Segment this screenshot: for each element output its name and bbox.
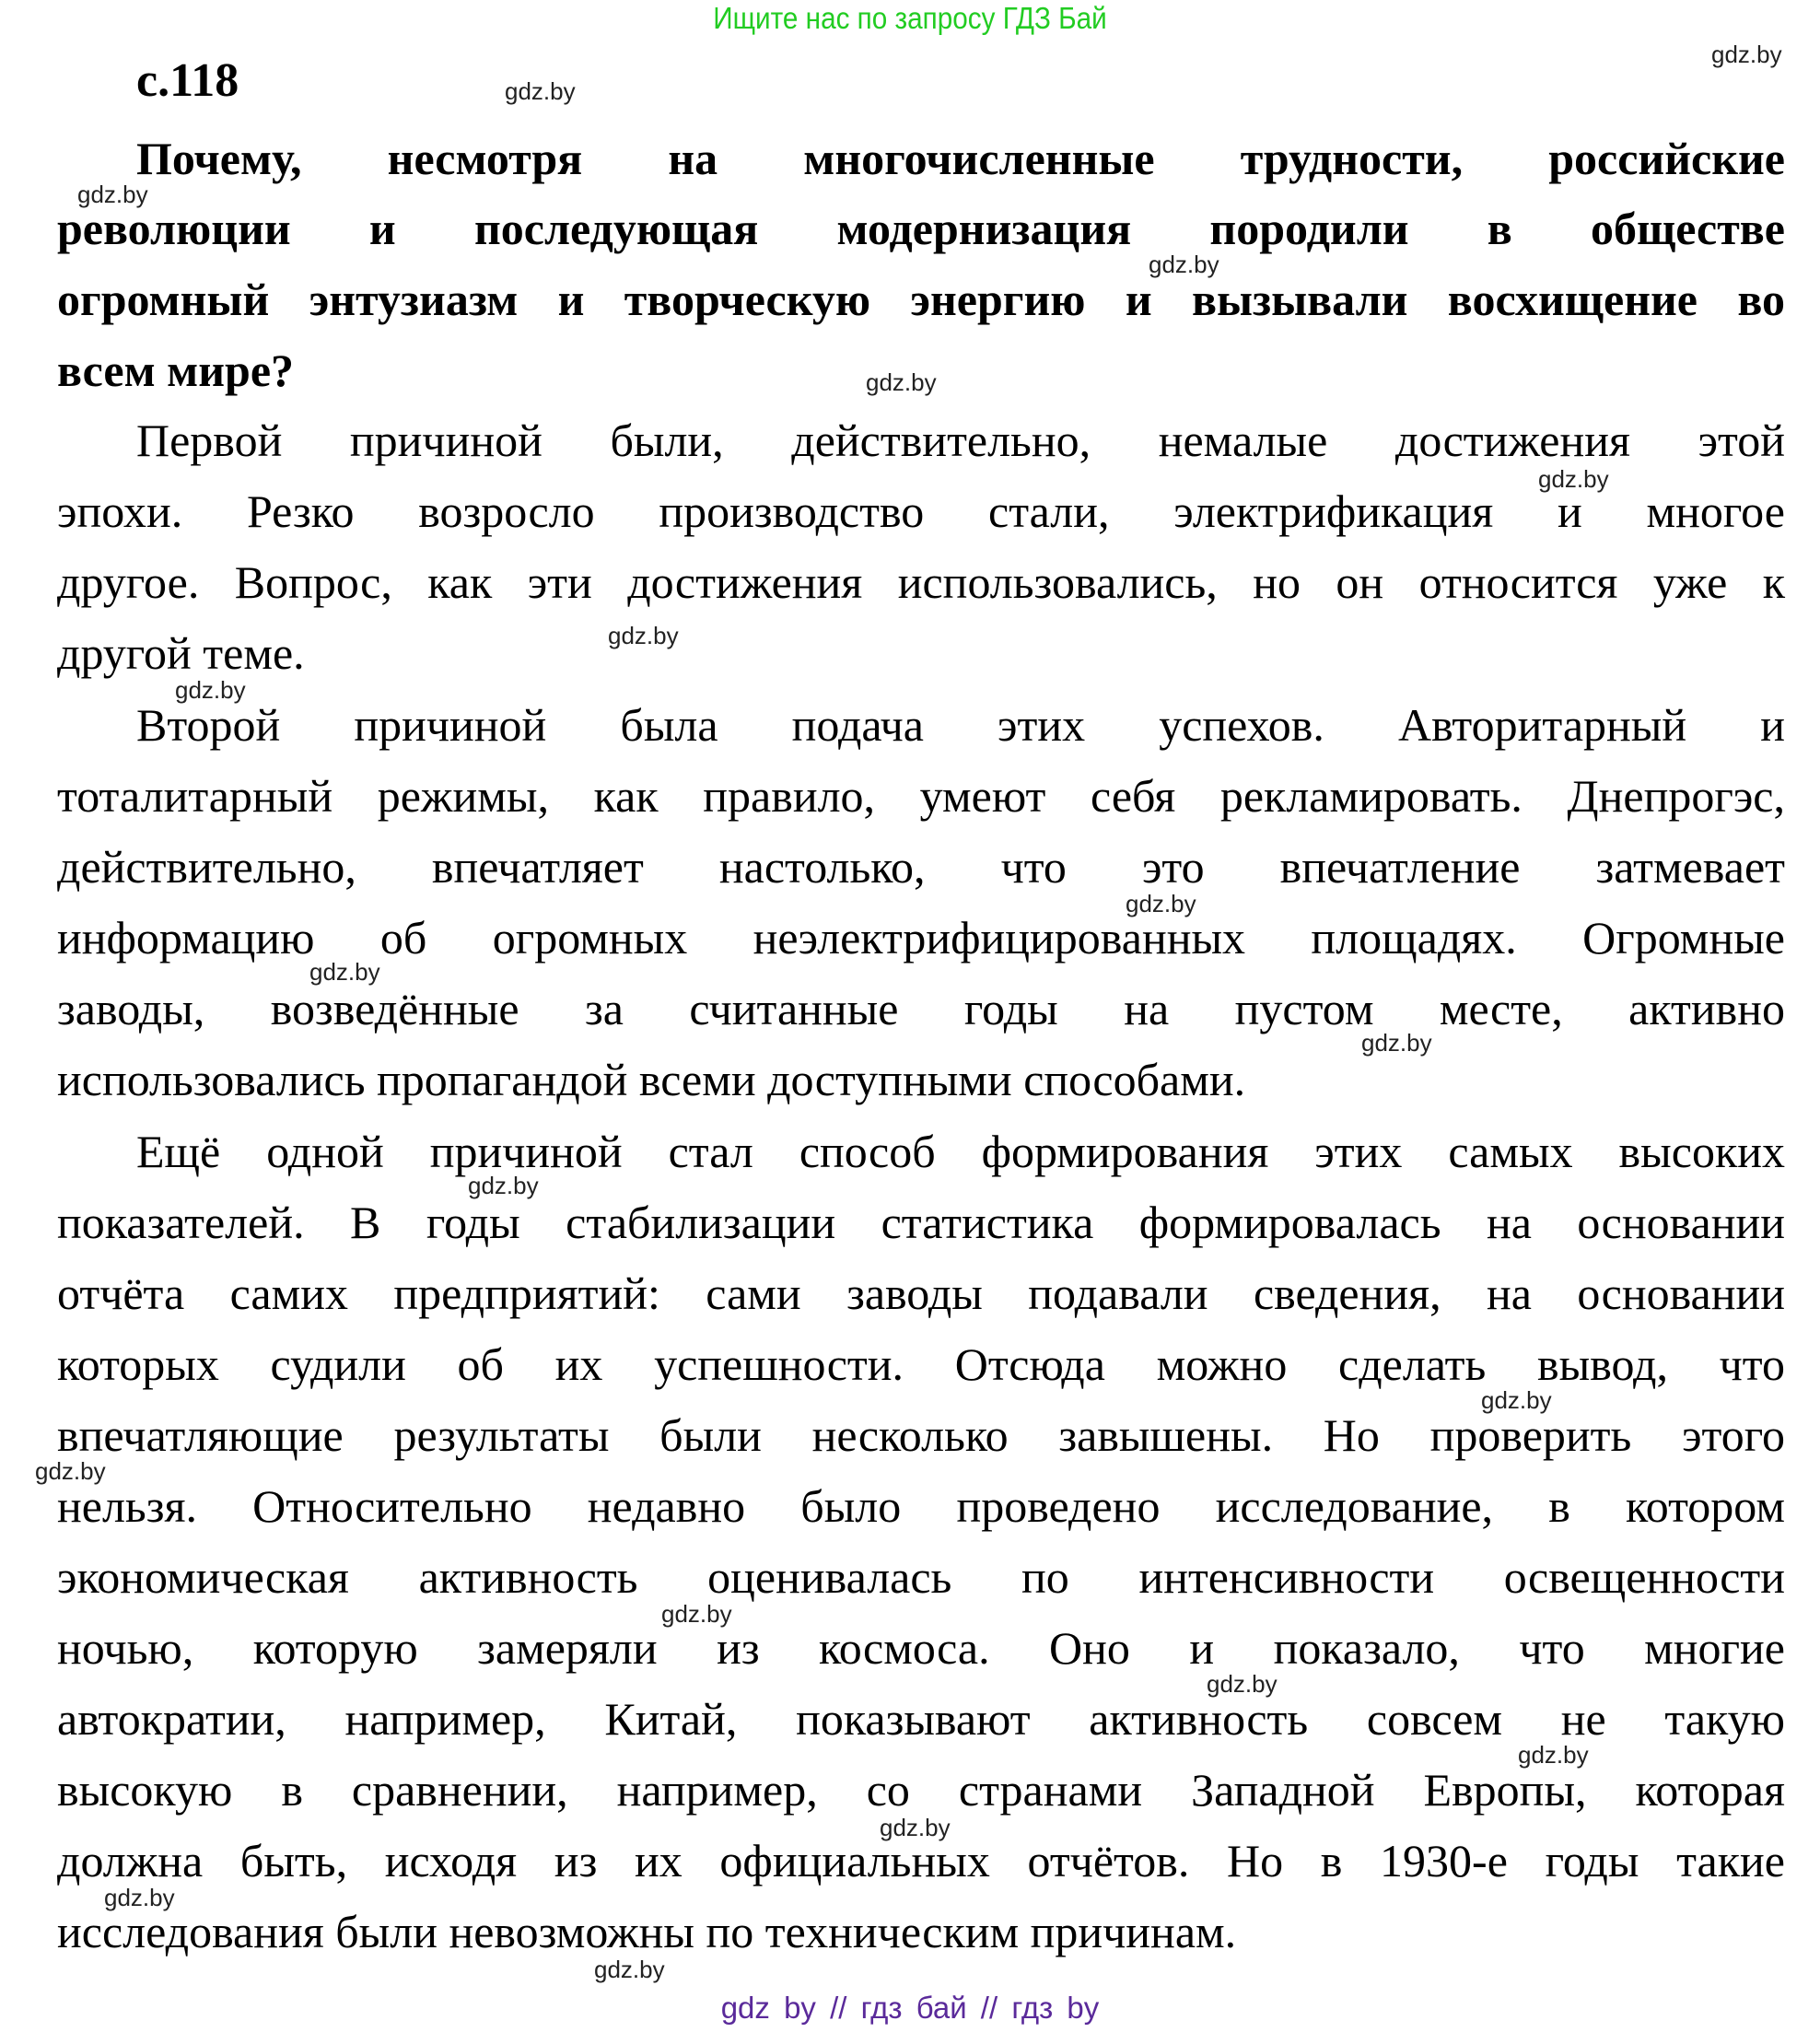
answer-line: отчёта самих предприятий: сами заводы подавали сведения, на основании: [57, 1267, 1785, 1319]
watermark: gdz.by: [468, 1172, 539, 1199]
answer-line: другое. Вопрос, как эти достижения использовались, но он относится уже к: [57, 556, 1785, 608]
watermark: gdz.by: [1126, 890, 1196, 917]
answer-line: эпохи. Резко возросло производство стали, электрификация и многое: [57, 485, 1785, 537]
question-line: революции и последующая модернизация породили в обществе: [57, 203, 1785, 254]
answer-line: впечатляющие результаты были несколько завышены. Но проверить этого: [57, 1409, 1785, 1461]
answer-line: использовались пропагандой всеми доступными способами.: [57, 1054, 1246, 1105]
watermark: gdz.by: [1711, 41, 1782, 68]
watermark: gdz.by: [866, 368, 937, 396]
watermark: gdz.by: [1207, 1670, 1278, 1698]
watermark: gdz.by: [1538, 465, 1609, 493]
watermark: gdz.by: [1481, 1386, 1552, 1414]
answer-line: нельзя. Относительно недавно было проведено исследование, в котором: [57, 1480, 1785, 1532]
answer-line: ночью, которую замеряли из космоса. Оно и показало, что многие: [57, 1622, 1785, 1674]
watermark: gdz.by: [77, 181, 148, 208]
page-number: с.118: [136, 54, 239, 107]
question-line: всем мире?: [57, 345, 295, 396]
answer-line: тоталитарный режимы, как правило, умеют себя рекламировать. Днепрогэс,: [57, 770, 1785, 822]
watermark: gdz.by: [1361, 1029, 1432, 1057]
watermark: gdz.by: [104, 1884, 175, 1911]
question-line: Почему, несмотря на многочисленные трудности, российские: [136, 133, 1785, 184]
watermark: gdz.by: [175, 676, 246, 704]
answer-line: автократии, например, Китай, показывают активность совсем не такую: [57, 1693, 1785, 1745]
answer-line: исследования были невозможны по техническим причинам.: [57, 1906, 1237, 1957]
answer-line: заводы, возведённые за считанные годы на пустом месте, активно: [57, 983, 1785, 1034]
answer-line: действительно, впечатляет настолько, что это впечатление затмевает: [57, 841, 1785, 893]
answer-line: должна быть, исходя из их официальных отчётов. Но в 1930-е годы такие: [57, 1835, 1785, 1886]
watermark: gdz.by: [880, 1814, 951, 1841]
answer-line: Ещё одной причиной стал способ формирования этих самых высоких: [136, 1126, 1785, 1177]
answer-line: высокую в сравнении, например, со странами Западной Европы, которая: [57, 1764, 1785, 1816]
watermark: gdz.by: [309, 958, 380, 986]
watermark: gdz.by: [505, 77, 576, 105]
watermark: gdz.by: [661, 1600, 732, 1628]
answer-line: Первой причиной были, действительно, немалые достижения этой: [136, 415, 1785, 466]
answer-line: которых судили об их успешности. Отсюда можно сделать вывод, что: [57, 1338, 1785, 1390]
answer-line: Второй причиной была подача этих успехов. Авторитарный и: [136, 699, 1785, 751]
answer-line: другой теме.: [57, 627, 305, 679]
watermark: gdz.by: [1518, 1741, 1589, 1769]
watermark: gdz.by: [608, 622, 679, 649]
answer-line: показателей. В годы стабилизации статистика формировалась на основании: [57, 1197, 1785, 1248]
watermark: gdz.by: [594, 1956, 665, 1983]
answer-line: информацию об огромных неэлектрифицированных площадях. Огромные: [57, 912, 1785, 964]
answer-line: экономическая активность оценивалась по интенсивности освещенности: [57, 1551, 1785, 1603]
watermark: gdz.by: [35, 1457, 106, 1485]
search-banner: Ищите нас по запросу ГДЗ Бай: [713, 1, 1107, 35]
footer-links[interactable]: gdz by // гдз бай // гдз by: [720, 1991, 1100, 2025]
watermark: gdz.by: [1149, 251, 1219, 278]
question-line: огромный энтузиазм и творческую энергию и вызывали восхищение во: [57, 274, 1785, 325]
